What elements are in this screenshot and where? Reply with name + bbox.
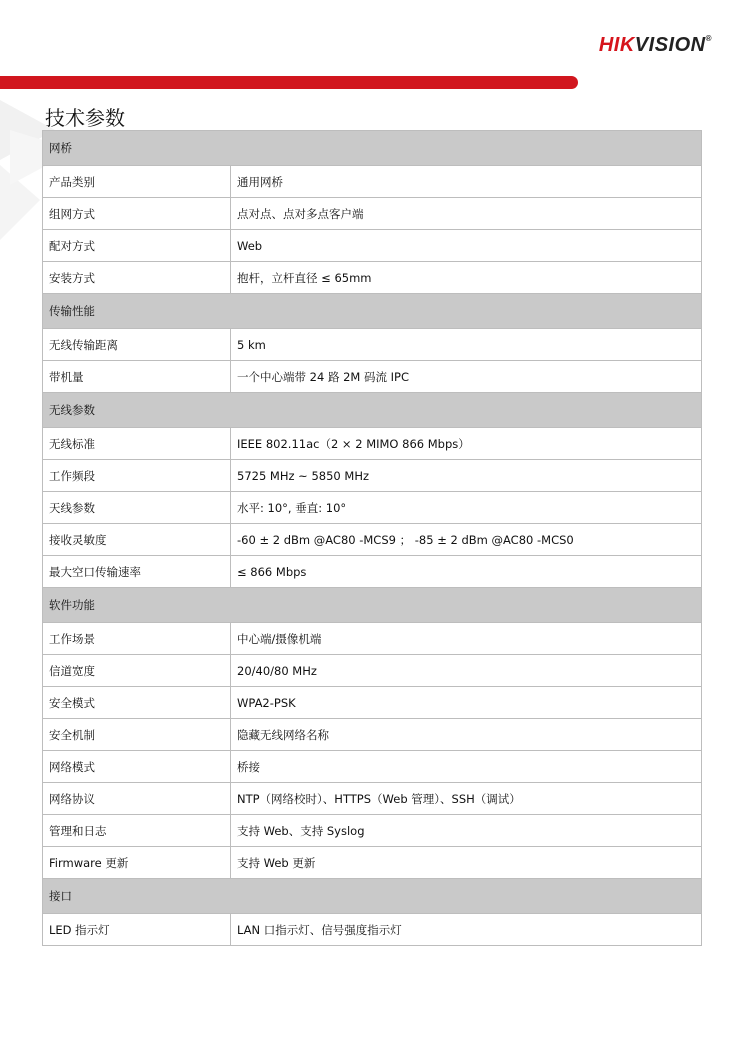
- spec-value: NTP（网络校时）、HTTPS（Web 管理）、SSH（调试）: [231, 783, 702, 815]
- spec-row: [43, 719, 702, 751]
- spec-value: 点对点、点对多点客户端: [231, 198, 702, 230]
- spec-value: 一个中心端带 24 路 2M 码流 IPC: [231, 361, 702, 393]
- spec-label: 网络协议: [43, 783, 231, 815]
- spec-label: 安全模式: [43, 687, 231, 719]
- spec-row: [43, 815, 702, 847]
- spec-label: 组网方式: [43, 198, 231, 230]
- spec-row: [43, 655, 702, 687]
- spec-label: 安全机制: [43, 719, 231, 751]
- spec-value: WPA2-PSK: [231, 687, 702, 719]
- spec-row: [43, 914, 702, 946]
- header-red-bar: [0, 76, 578, 89]
- spec-row: [43, 230, 702, 262]
- spec-label: 管理和日志: [43, 815, 231, 847]
- spec-row: [43, 847, 702, 879]
- section-title: 网桥: [43, 131, 702, 166]
- spec-label: 安装方式: [43, 262, 231, 294]
- spec-label: 工作场景: [43, 623, 231, 655]
- spec-label: 信道宽度: [43, 655, 231, 687]
- spec-value: 中心端/摄像机端: [231, 623, 702, 655]
- spec-label: 天线参数: [43, 492, 231, 524]
- brand-logo: HIKVISION®: [598, 34, 712, 56]
- section-header: [43, 294, 702, 329]
- spec-value: 隐藏无线网络名称: [231, 719, 702, 751]
- spec-value: 桥接: [231, 751, 702, 783]
- section-title: 接口: [43, 879, 702, 914]
- spec-value: IEEE 802.11ac（2 × 2 MIMO 866 Mbps）: [231, 428, 702, 460]
- section-header: [43, 393, 702, 428]
- spec-value: Web: [231, 230, 702, 262]
- spec-label: 无线标准: [43, 428, 231, 460]
- spec-value: 抱杆，立杆直径 ≤ 65mm: [231, 262, 702, 294]
- spec-label: 最大空口传输速率: [43, 556, 231, 588]
- spec-row: [43, 492, 702, 524]
- page-title: 技术参数: [45, 106, 125, 130]
- spec-value: 5725 MHz ~ 5850 MHz: [231, 460, 702, 492]
- spec-row: [43, 783, 702, 815]
- section-title: 软件功能: [43, 588, 702, 623]
- spec-value: -60 ± 2 dBm @AC80 -MCS9 ； -85 ± 2 dBm @AC80 -MCS0: [231, 524, 702, 556]
- spec-row: [43, 329, 702, 361]
- spec-value: LAN 口指示灯、信号强度指示灯: [231, 914, 702, 946]
- spec-label: 工作频段: [43, 460, 231, 492]
- spec-label: 无线传输距离: [43, 329, 231, 361]
- spec-row: [43, 198, 702, 230]
- section-header: [43, 588, 702, 623]
- spec-label: 产品类别: [43, 166, 231, 198]
- spec-row: [43, 751, 702, 783]
- section-header: [43, 131, 702, 166]
- spec-value: 支持 Web、支持 Syslog: [231, 815, 702, 847]
- spec-row: [43, 623, 702, 655]
- spec-label: 带机量: [43, 361, 231, 393]
- spec-value: 水平: 10°, 垂直: 10°: [231, 492, 702, 524]
- spec-label: LED 指示灯: [43, 914, 231, 946]
- spec-row: [43, 428, 702, 460]
- spec-row: [43, 524, 702, 556]
- section-header: [43, 879, 702, 914]
- section-title: 无线参数: [43, 393, 702, 428]
- spec-value: 20/40/80 MHz: [231, 655, 702, 687]
- spec-value: ≤ 866 Mbps: [231, 556, 702, 588]
- spec-label: 配对方式: [43, 230, 231, 262]
- spec-label: 接收灵敏度: [43, 524, 231, 556]
- spec-label: Firmware 更新: [43, 847, 231, 879]
- spec-row: [43, 262, 702, 294]
- spec-table: [42, 130, 702, 946]
- spec-label: 网络模式: [43, 751, 231, 783]
- spec-row: [43, 166, 702, 198]
- spec-value: 支持 Web 更新: [231, 847, 702, 879]
- spec-row: [43, 687, 702, 719]
- spec-row: [43, 460, 702, 492]
- spec-value: 5 km: [231, 329, 702, 361]
- spec-row: [43, 556, 702, 588]
- spec-row: [43, 361, 702, 393]
- section-title: 传输性能: [43, 294, 702, 329]
- spec-value: 通用网桥: [231, 166, 702, 198]
